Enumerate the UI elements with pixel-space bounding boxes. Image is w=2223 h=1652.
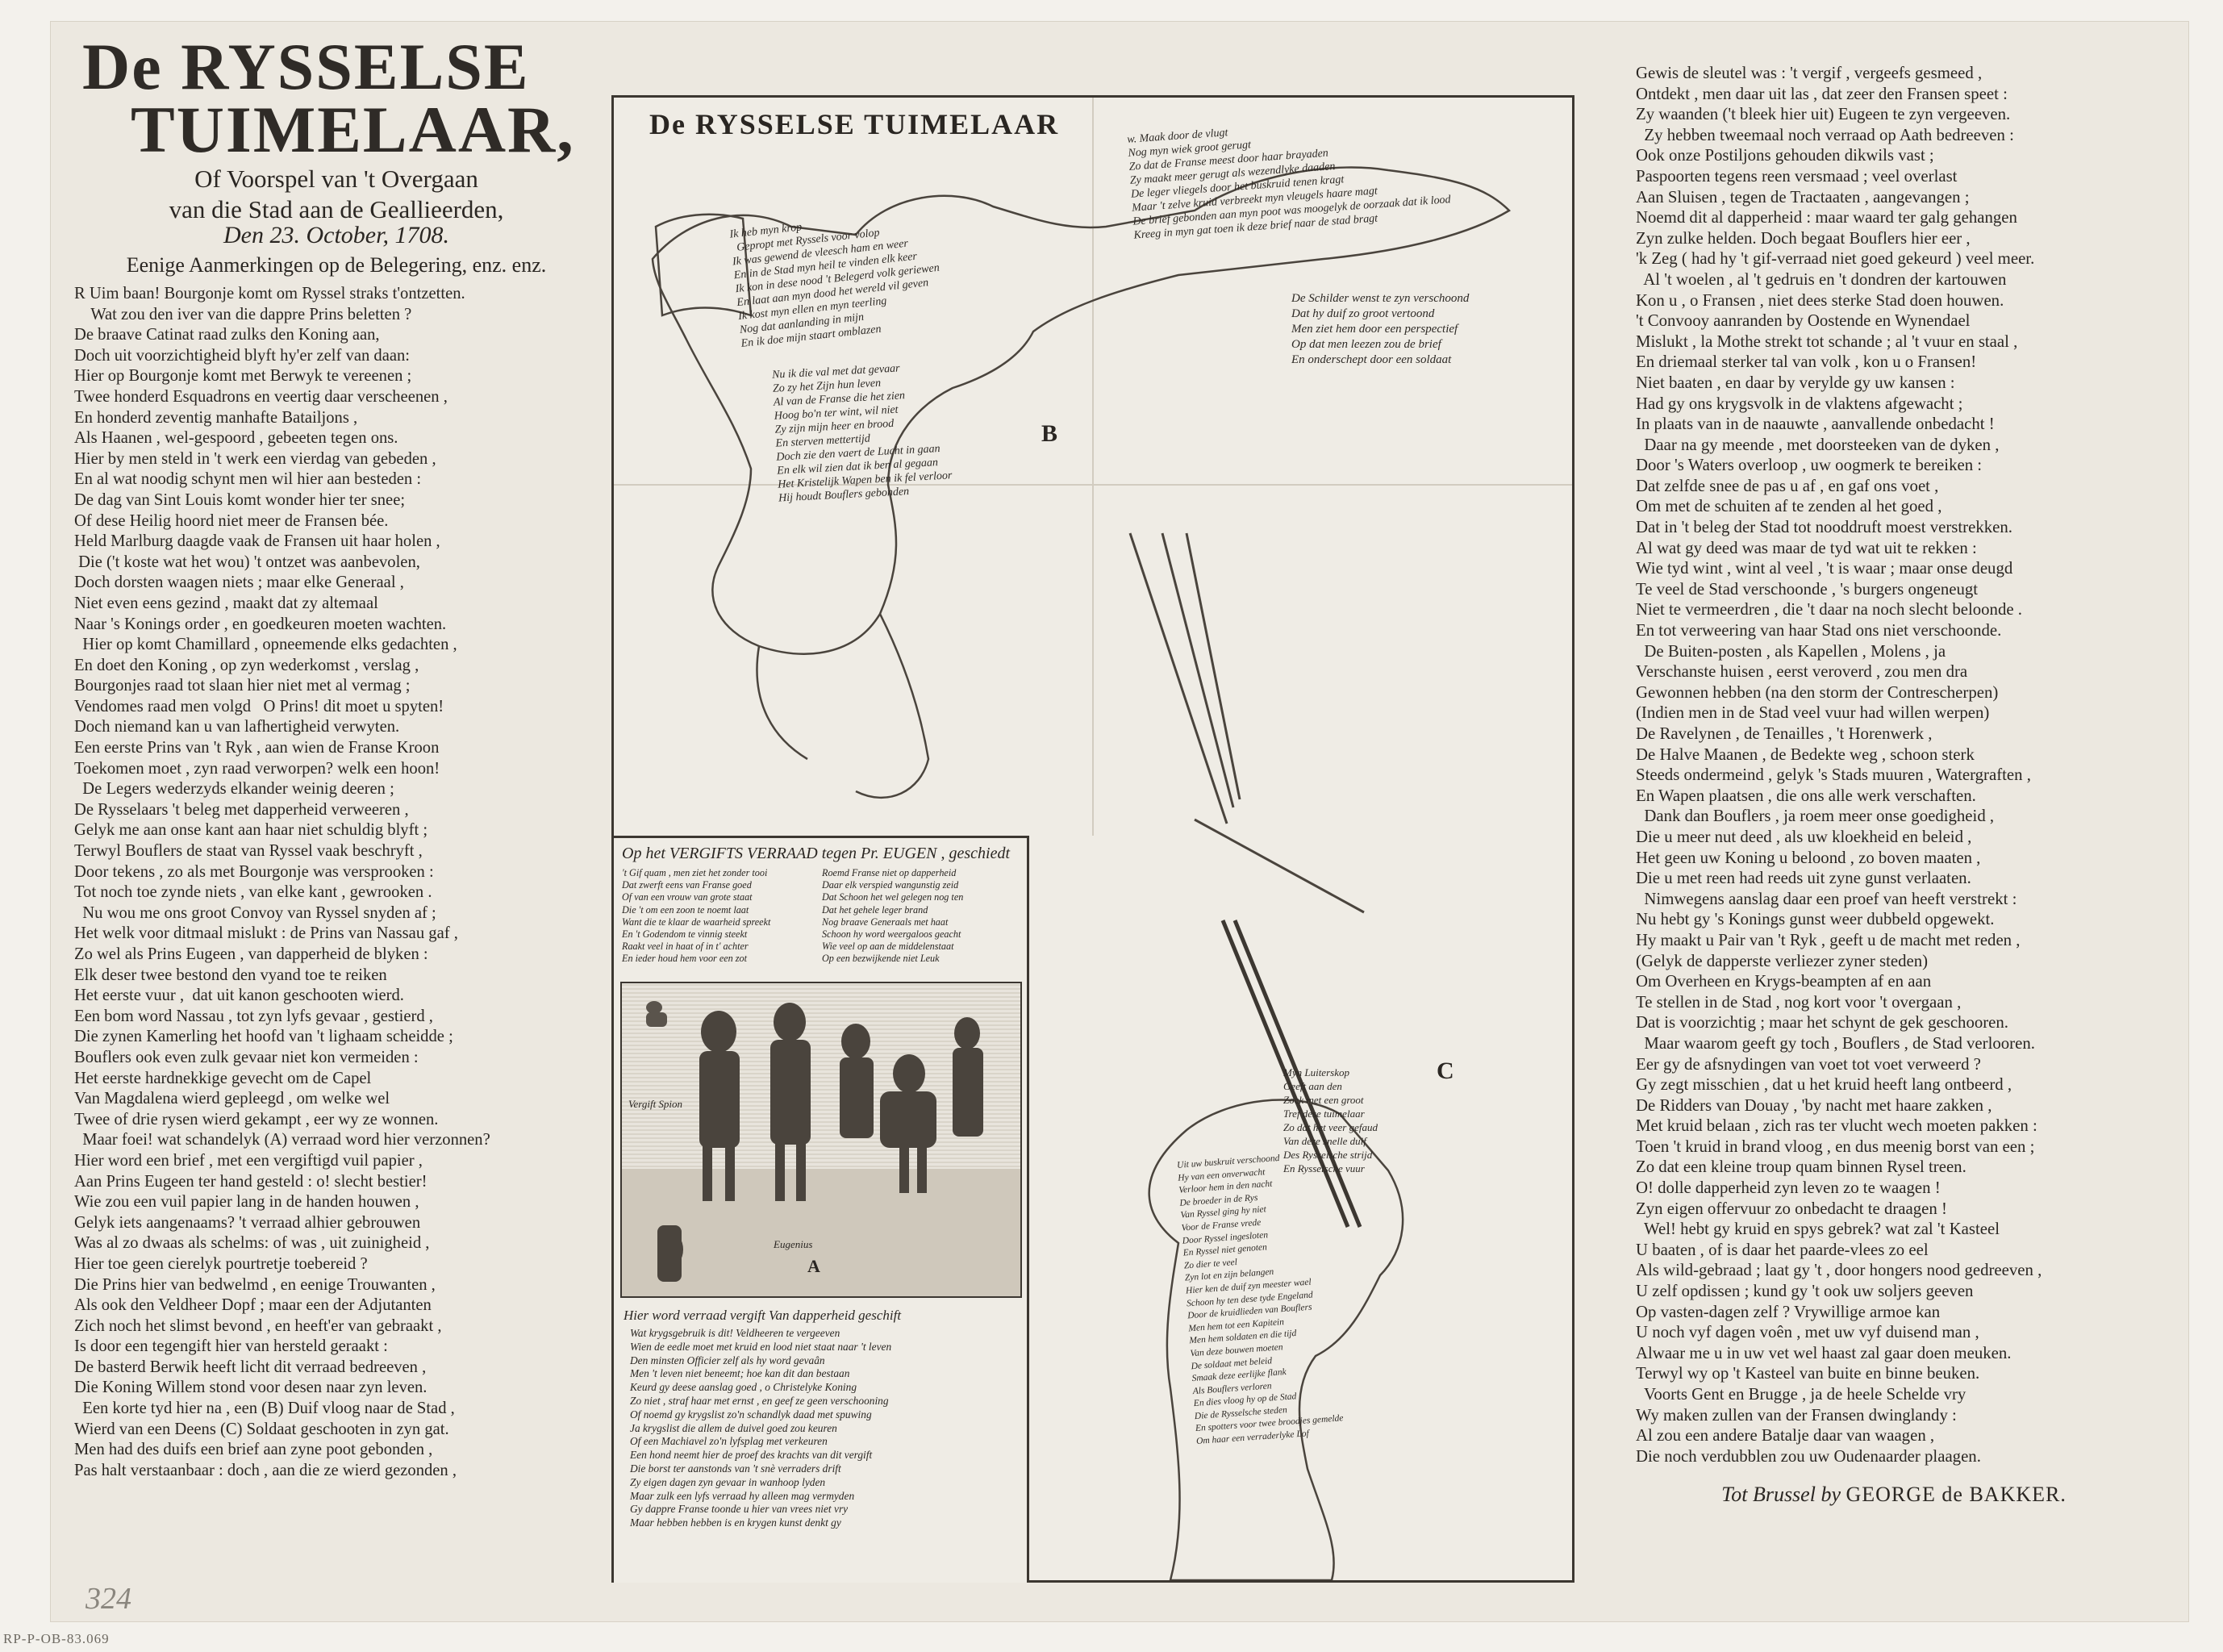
subtitle-line2: van die Stad aan de Geallieerden, [169, 195, 504, 223]
printer-prefix: Tot Brussel by [1721, 1483, 1841, 1507]
inset-bottom-verse: Wat krygsgebruik is dit! Veldheeren te vergeeven Wien de eedle moet met kruid en lood niet staat naar 't leven Den minsten Officier zelf als hy word gevaân Men 't leven niet beneemt; hoe kan dit dan bestaan Keurd gy deese aanslag goed , o Christelyke Koning Zo niet , straf haar met ernst , en geef ze geen verschooning Of noemd gy krygslist zo'n schandlyk daad met spuwing Ja krygslist die allem de duivel goed zou keuren Of een Machiavel zo'n lyfsplag met verkeuren Een hond neemt hier de proef des krachts van dit vergift Die borst ter aanstonds van 't snè verraders drift Zy eigen dagen zyn gevaar in wanhoop lyden Maar zulk een lyfs verraad hy alleen mag vermyden Gy dappre Franse toonde u hier van vrees niet vry Maar hebben hebben is en krygen kunst denkt gy [630, 1327, 892, 1529]
plate-title: De RYSSELSE TUIMELAAR [649, 108, 1060, 140]
arrow-shaft [1130, 533, 1364, 912]
main-title-line2: TUIMELAAR, [131, 93, 575, 166]
right-poem: Gewis de sleutel was : 't vergif , vergeefs gesmeed , Ontdekt , men daar uit las , dat zeer den Fransen speet : Zy waanden ('t bleek hier uit) Eugeen te zyn vergeeven. Zy hebben tweemaal noch verraad op Aath bedreeven : Ook onze Postiljons gehouden dikwils vast ; Paspoorten tegens reen versmaad ; veel overlast Aan Sluisen , tegen de Tractaaten , aangevangen ; Noemd dit al dapperheid : maar waard ter galg gehangen Zyn zulke helden. Doch begaat Bouflers hier eer , 'k Zeg ( had hy 't gif-verraad niet goed gekeurd ) veel meer. Al 't woelen , al 't gedruis en 't dondren der kartouwen Kon u , o Fransen , niet dees sterke Stad doen houwen. 't Convooy aanranden by Oostende en Wynendael Mislukt , la Mothe strekt tot schande ; al 't vuur en staal , En driemaal sterker tal van volk , kon u o Fransen! Niet baaten , en daar by verylde gy uw kansen : Had gy ons krygsvolk in de vlaktens afgewacht ; In plaats van in de naauwte , aanvallende onbedacht ! Daar na gy meende , met doorsteeken van de dyken , Door 's Waters overloop , uw oogmerk te bereiken : Dat zelfde snee de pas u af , en gaf ons voet , Om met de schuiten af te zenden al het goed , Dat in 't beleg der Stad tot nooddruft moest verstrekken. Al wat gy deed was maar de tyd wat uit te rekken : Wie tyd wint , wint al veel , 't is waar ; maar onse deugd Te veel de Stad verschoonde , 's burgers ongeneugt Niet te vermeerdren , die 't daar na noch slecht beloonde . En tot verweering van haar Stad ons niet verschoonde. De Buiten-posten , als Kapellen , Molens , ja Verschanste huisen , eerst veroverd , zou men dra Gewonnen hebben (na den storm der Contrescherpen) (Indien men in de Stad veel vuur had willen werpen) De Ravelynen , de Tenailles , 't Horenwerk , De Halve Maanen , de Bedekte weg , schoon sterk Steeds ondermeind , gelyk 's Stads muuren , Watergraften , En Wapen plaatsen , die ons alle werk verschaften. Dank dan Bouflers , ja roem meer onse goedigheid , Die u meer nut deed , als uw kloekheid en beleid , Het geen uw Koning u beloond , zo boven maaten , Die u met reen had reeds uit zyne gunst verlaaten. Nimwegens aanslag daar een proef van heeft verstrekt : Nu hebt gy 's Konings gunst weer dubbeld opgewekt. Hy maakt u Pair van 't Ryk , geeft u de macht met reden , (Gelyk de dapperste verliezer zyner steden) Om Overheen en Krygs-beampten af en aan Te stellen in de Stad , nog kort voor 't overgaan , Dat is voorzichtig ; maar het schynt de gek geschooren. Maar waarom geeft gy toch , Bouflers , de Stad verlooren. Eer gy de afsnydingen van voet tot voet verweerd ? Gy zegt misschien , dat u het kruid heeft lang ontbeerd , De Ridders van Douay , 'by nacht met haare zakken , Met kruid belaan , zich ras ter vlucht wech moeten pakken : Toen 't kruid in brand vloog , en dus meenig borst van een ; Zo dat een kleine troup quam binnen Rysel treen. O! dolle dapperheid zyn leven zo te waagen ! Zyn eigen offervuur zo onbedacht te draagen ! Wel! hebt gy kruid en spys gebrek? wat zal 't Kasteel U baaten , of is daar het paarde-vlees zo eel Als wild-gebraad ; laat gy 't , door hongers nood gedreeven , U zelf opdissen ; kund gy 't ook uw soljers geeven Op vasten-dagen zelf ? Vrywillige armoe kan U noch vyf dagen voên , met uw vyf duisend man , Alwaar me u in uw vet wel haast zal gaar doen meuken. Terwyl wy op 't Kasteel van buite en binne beuken. Voorts Gent en Brugge , ja de heele Schelde vry Wy maken zullen van der Fransen dwinglandy : Al zou een andere Batalje daar van waagen , Die noch verdubblen zou uw Oudenaarder plaagen. [1636, 64, 2042, 1466]
inset-verse-left: 't Gif quam , men ziet het zonder tooi Dat zwerft eens van Franse goed Of van een vrouw van grote staat Die 't om een zoon te noemt laat Want die te klaar de waarheid spreekt En 't Godendom te vinnig steekt Raakt veel in haat of in t' achter En ieder houd hem voor een zot [622, 867, 771, 965]
hand-text: Myn Luiterskop Geeft aan den Zoek met een groot Tref dese tuimelaar Zo dat het veer gefaud Van deze snelle duif Des Rysselsche strijd En Rysselsche vuur [1283, 1066, 1378, 1174]
label-a: A [807, 1256, 820, 1276]
remarks-heading: Eenige Aanmerkingen op de Belegering, enz. enz. [126, 253, 547, 277]
collection-reference: RP-P-OB-83.069 [3, 1631, 110, 1646]
pigeon-body-text: Nu ik die val met dat gevaar Zo zy het Zijn hun leven Al van de Franse die het zien Hoog bo'n ter wint, wil niet Zy zijn mijn heer en brood En sterven mettertijd Doch zie den vaert de Lucht in gaan En elk wil zien dat ik ben al gegaan Het Kristelijk Wapen ben ik fel verloor Hij houdt Bouflers gebonden [771, 362, 953, 505]
inset-panel [614, 836, 1029, 1583]
engraving-plate [611, 95, 1574, 1583]
right-column [1636, 63, 2152, 1507]
left-poem: R Uim baan! Bourgonje komt om Ryssel straks t'ontzetten. Wat zou den iver van die dappre Prins beletten ? De braave Catinat raad zulks den Koning aan, Doch uit voorzichtigheid blyft hy'er zelf van daan: Hier op Bourgonje komt met Berwyk te vereenen ; Twee honderd Esquadrons en veertig daar verscheenen , En honderd zeventig manhafte Batailjons , Als Haanen , wel-gespoord , gebeeten tegen ons. Hier by men steld in 't werk een vierdag van gebeden , En al wat noodig schynt men wil hier aan besteden : De dag van Sint Louis komt wonder hier ter snee; Of dese Heilig hoord niet meer de Fransen bée. Held Marlburg daagde vaak de Fransen uit haar holen , Die ('t koste wat het wou) 't ontzet was aanbevolen, Doch dorsten waagen niets ; maar elke Generaal , Niet even eens gezind , maakt dat zy altemaal Naar 's Konings order , en goedkeuren moeten wachten. Hier op komt Chamillard , opneemende elks gedachten , En doet den Koning , op zyn wederkomst , verslag , Bourgonjes raad tot slaan hier niet met al vermag ; Vendomes raad men volgd O Prins! dit moet u spyten! Doch niemand kan u van lafhertigheid verwyten. Een eerste Prins van 't Ryk , aan wien de Franse Kroon Toekomen moet , zyn raad verworpen? welk een hoon! De Legers wederzyds elkander weinig deeren ; De Rysselaars 't beleg met dapperheid verweeren , Gelyk me aan onse kant aan haar niet schuldig blyft ; Terwyl Bouflers de staat van Ryssel vaak beschryft , Door tekens , zo als met Bourgonje was versprooken : Tot noch toe zynde niets , van elke kant , gewrooken . Nu wou me ons groot Convoy van Ryssel snyden af ; Het welk voor ditmaal mislukt : de Prins van Nassau gaf , Zo wel als Prins Eugeen , van dapperheid de blyken : Elk deser twee bestond den vyand toe te reiken Het eerste vuur , dat uit kanon geschooten wierd. Een bom word Nassau , tot zyn lyfs gevaar , gestierd , Die zynen Kamerling het hoofd van 't lighaam scheidde ; Bouflers ook even zulk gevaar niet kon vermeiden : Het eerste hardnekkige gevecht om de Capel Van Magdalena wierd gepleegd , om welke wel Twee of drie rysen wierd gekampt , eer wy ze wonnen. Maar foei! wat schandelyk (A) verraad word hier verzonnen? Hier word een brief , met een vergiftigd vuil papier , Aan Prins Eugeen ter hand gesteld : o! slecht bestier! Wie zou een vuil papier lang in de handen houwen , Gelyk iets aangenaams? 't verraad alhier gebrouwen Was al zo dwaas als schelms: of was , uit zuinigheid , Hier toe geen cierelyk pourtretje toebereid ? Die Prins hier van bedwelmd , en eenige Trouwanten , Als ook den Veldheer Dopf ; maar een der Adjutanten Zich noch het slimst bevond , en heeft'er van gebraakt , Is door een tegengift hier van hersteld geraakt : De basterd Berwik heeft licht dit verraad bedreeven , Die Koning Willem stond voor desen naar zyn leven. Een korte tyd hier na , een (B) Duif vloog naar de Stad , Wierd van een Deens (C) Soldaat geschooten in zyn gat. Men had des duifs een brief aan zyne poot gebonden , Pas halt verstaanbaar : doch , aan die ze wierd gezonden , [74, 285, 490, 1479]
painter-note: De Schilder wenst te zyn verschoond Dat hy duif zo groot vertoond Men ziet hem door een perspectief Op dat men leezen zou de brief En onderschept door een soldaat [1291, 292, 1470, 366]
poisoning-scene-engraving [620, 982, 1022, 1298]
inset-title: Op het VERGIFTS VERRAAD tegen Pr. EUGEN , geschiedt [622, 845, 1010, 862]
label-b: B [1041, 420, 1058, 447]
printer-imprint [1636, 1483, 2152, 1507]
pigeon-left-text: Ik heb myn krop Gepropt met Ryssels voor volop Ik was gewend de vleesch ham en weer En in de Stad myn heil te vinden elk keer Ik kon in dese nood 't Belegerd volk geriewen En laat aan myn dood het wereld vil geven Ik kost myn ellen en myn teerling Nog dat aanlanding in mijn En ik doe mijn staart omblazen [728, 221, 940, 350]
label-c: C [1437, 1058, 1454, 1084]
main-title-line1: De RYSSELSE [82, 30, 530, 103]
scene-caption-eugenius: Eugenius [774, 1238, 813, 1250]
catalog-number: 324 [86, 1582, 131, 1616]
pigeon-wing-text: w. Maak door de vlugt Nog myn wiek groot gerugt Zo dat de Franse meest door haar brayaden Zy maakt meer gerugt als wezendlyke daaden De leger vliegels door het buskruid tenen kragt Maar 't zelve kruid verbreekt myn vleugels haare magt De brief gebonden aan myn poot was moogelyk de oorzaak dat ik lood Kreeg in myn gat toen ik deze brief naar de stad bragt [1126, 127, 1452, 242]
printer-name: GEORGE de BAKKER. [1846, 1483, 2067, 1507]
left-column [74, 30, 598, 1481]
scene-caption-spy: Vergift Spion [628, 1098, 683, 1110]
inset-bottom-title: Hier word verraad vergift Van dapperheid geschift [624, 1308, 902, 1323]
inset-verse-right: Roemd Franse niet op dapperheid Daar elk verspied wangunstig zeid Dat Schoon het wel gelegen nog ten Dat het gehele leger brand Nog braave Generaals met haat Schoon hy word weergaloos geacht Wie veel op aan de middelenstaat Op een bezwijkende niet Leuk [822, 867, 964, 965]
arm-text: Uit uw buskruit verschoond Hy van een onverwacht Verloor hem in den nacht De broeder in de Rys Van Ryssel ging hy niet Voor de Franse vrede Door Ryssel ingesloten En Ryssel niet genoten Zo dier te veel Zyn lot en zijn belangen Hier ken de duif zyn meester wael Schoon hy ten dese tyde Engeland Door de kruidlieden van Bouflers Men hem tot een Kapitein Men hem soldaten en die tijd Van deze bouwen moeten De soldaat met beleid Smaak deze eerlijke flank Als Bouflers verloren En dies vloog hy op de Stad Die de Rysselsche steden En spotters voor twee broodjes gemelde Om haar een verraderlyke Lof [1176, 1153, 1344, 1447]
scene-drawing [622, 983, 1020, 1296]
subtitle-line1: Of Voorspel van 't Overgaan [194, 165, 478, 193]
date-line: Den 23. October, 1708. [223, 222, 449, 248]
